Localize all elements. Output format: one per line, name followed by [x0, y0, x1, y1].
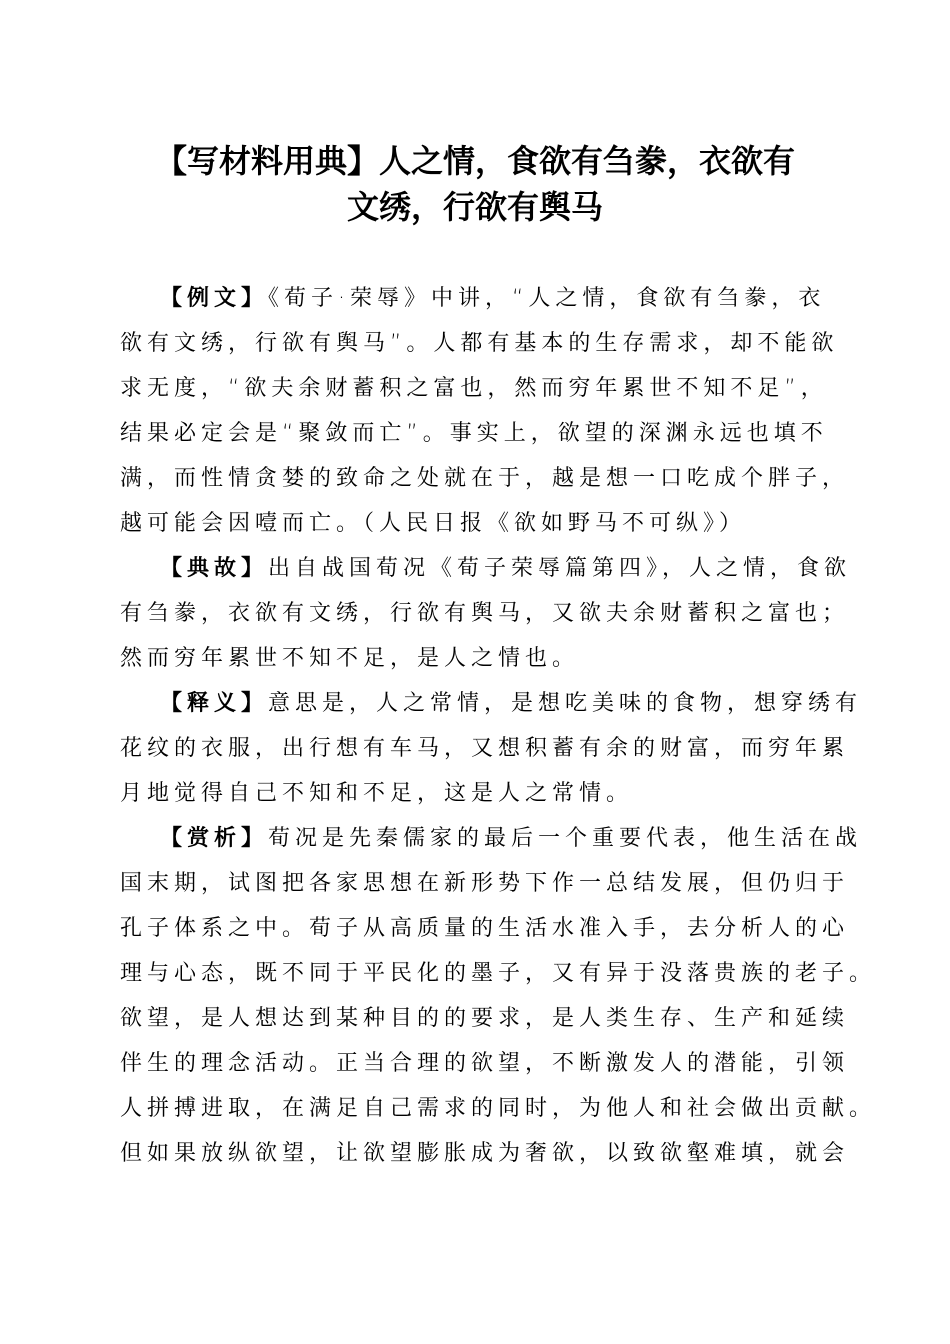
- section-label-meaning: 【释义】: [160, 691, 269, 716]
- paragraph-line: 伴生的理念活动。正当合理的欲望，不断激发人的潜能，引领: [120, 1051, 850, 1076]
- paragraph-line: 孔子体系之中。荀子从高质量的生活水准入手，去分析人的心: [120, 916, 850, 941]
- document-body: [120, 276, 877, 1176]
- paragraph-text: 《荀子·荣辱》中讲，“人之情，食欲有刍豢，衣: [268, 286, 826, 311]
- paragraph-line: 越可能会因噎而亡。（人民日报《欲如野马不可纵》）: [120, 511, 747, 536]
- paragraph-line: 月地觉得自己不知和不足，这是人之常情。: [120, 781, 634, 806]
- paragraph-appreciation: [120, 816, 877, 1176]
- paragraph-text: 荀况是先秦儒家的最后一个重要代表，他生活在战: [268, 826, 863, 851]
- title-line-1: 【写材料用典】人之情，食欲有刍豢，衣欲有: [154, 142, 795, 180]
- title-line-2: 文绣，行欲有舆马: [346, 188, 603, 226]
- paragraph-line: [120, 816, 863, 861]
- paragraph-line: [120, 681, 863, 726]
- section-label-example: 【例文】: [160, 286, 269, 311]
- paragraph-line: 但如果放纵欲望，让欲望膨胀成为奢欲，以致欲壑难填，就会: [120, 1141, 850, 1166]
- paragraph-line: [120, 546, 852, 591]
- paragraph-text: 意思是，人之常情，是想吃美味的食物，想穿绣有: [268, 691, 863, 716]
- paragraph-line: [120, 276, 832, 321]
- paragraph-example: [120, 276, 850, 546]
- paragraph-allusion: [120, 546, 852, 681]
- paragraph-line: 求无度，“欲夫余财蓄积之富也，然而穷年累世不知不足”，: [120, 376, 828, 401]
- paragraph-text: 出自战国荀况《荀子荣辱篇第四》，人之情，食欲: [268, 556, 852, 581]
- paragraph-line: 国末期，试图把各家思想在新形势下作一总结发展，但仍归于: [120, 871, 850, 896]
- document-title: [110, 138, 840, 230]
- paragraph-line: 花纹的衣服，出行想有车马，又想积蓄有余的财富，而穷年累: [120, 736, 850, 761]
- paragraph-line: 人拼搏进取，在满足自己需求的同时，为他人和社会做出贡献。: [120, 1096, 877, 1121]
- paragraph-meaning: [120, 681, 863, 816]
- paragraph-line: 满，而性情贪婪的致命之处就在于，越是想一口吃成个胖子，: [120, 466, 850, 491]
- section-label-allusion: 【典故】: [160, 556, 269, 581]
- section-label-appreciation: 【赏析】: [160, 826, 269, 851]
- paragraph-line: 欲有文绣，行欲有舆马”。人都有基本的生存需求，却不能欲: [120, 331, 839, 356]
- paragraph-line: 然而穷年累世不知不足，是人之情也。: [120, 646, 580, 671]
- paragraph-line: 结果必定会是“聚敛而亡”。事实上，欲望的深渊永远也填不: [120, 421, 828, 446]
- paragraph-line: 欲望，是人想达到某种目的的要求，是人类生存、生产和延续: [120, 1006, 850, 1031]
- paragraph-line: 理与心态，既不同于平民化的墨子，又有异于没落贵族的老子。: [120, 961, 877, 986]
- paragraph-line: 有刍豢，衣欲有文绣，行欲有舆马，又欲夫余财蓄积之富也；: [120, 601, 850, 626]
